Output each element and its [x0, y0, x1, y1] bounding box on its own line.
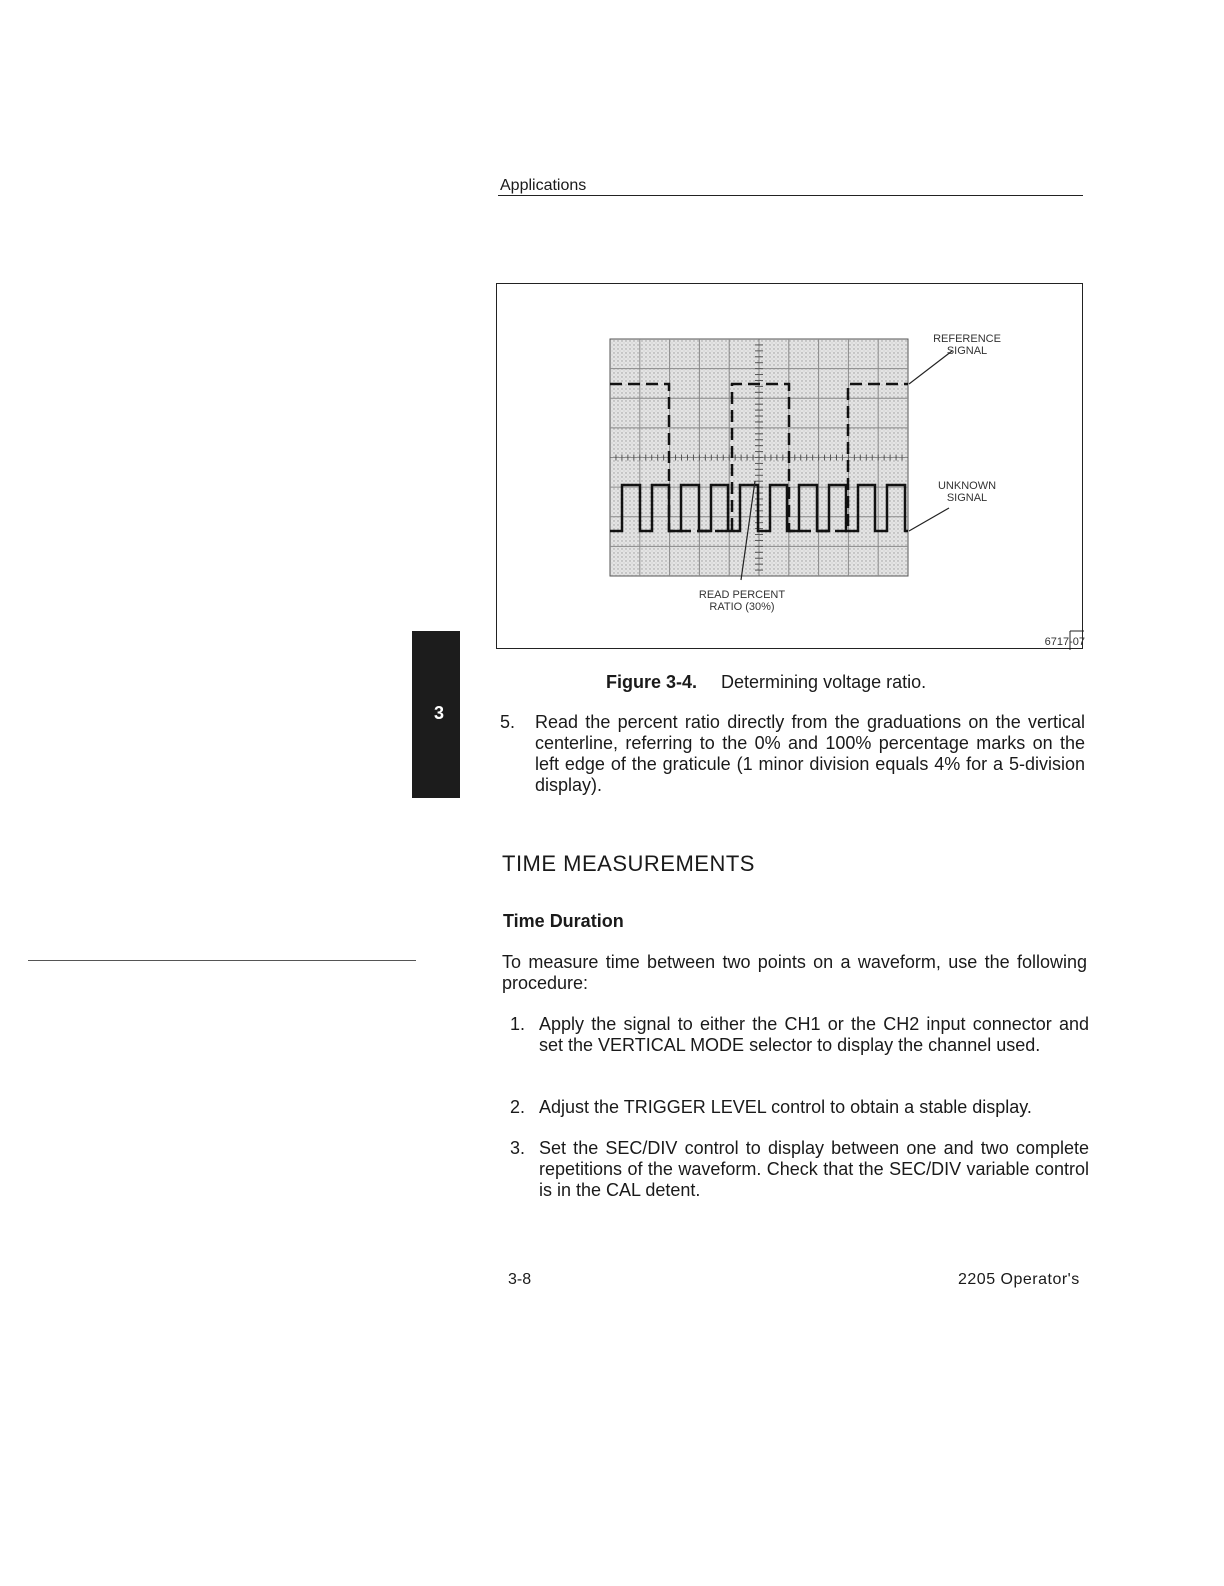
read-percent-label: READ PERCENT RATIO (30%): [698, 589, 786, 613]
header-rule: [498, 195, 1083, 196]
figure-caption: [606, 672, 926, 693]
figure-3-4: [496, 283, 1083, 649]
subsection-heading: Time Duration: [503, 911, 624, 931]
step-1-text: Apply the signal to either the CH1 or the CH2 input connector and set the VERTICAL MODE selector to display the channel used.: [539, 1014, 1089, 1055]
manual-title: 2205 Operator's: [958, 1271, 1080, 1288]
step-5-text: Read the percent ratio directly from the graduations on the vertical centerline, referring to the 0% and 100% percentage marks on the left edge of the graticule (1 minor division equals 4% for a 5-division display).: [535, 712, 1085, 795]
step-3-text: Set the SEC/DIV control to display between one and two complete repetitions of the waveform. Check that the SEC/DIV variable control is in the CAL detent.: [539, 1138, 1089, 1200]
unknown-signal-label: UNKNOWN SIGNAL: [937, 480, 997, 504]
page-number: 3-8: [508, 1271, 532, 1288]
figure-code: 6717-07: [1044, 636, 1085, 648]
caption-text: Determining voltage ratio.: [721, 672, 927, 692]
step-2-text: Adjust the TRIGGER LEVEL control to obtain a stable display.: [539, 1097, 1032, 1117]
caption-number: Figure 3-4.: [606, 672, 698, 692]
chapter-tab-number: 3: [434, 703, 445, 723]
section-header: Applications: [500, 177, 587, 194]
reference-signal-label: REFERENCE SIGNAL: [933, 333, 1001, 357]
step-2-number: 2.: [510, 1097, 526, 1117]
unknown-leader-line: [909, 508, 949, 531]
step-3-number: 3.: [510, 1138, 526, 1158]
section-heading: TIME MEASUREMENTS: [502, 851, 755, 876]
intro-paragraph: To measure time between two points on a waveform, use the following procedure:: [502, 952, 1087, 993]
step-1-number: 1.: [510, 1014, 526, 1034]
step-5-number: 5.: [500, 712, 516, 732]
margin-rule: [28, 960, 416, 961]
